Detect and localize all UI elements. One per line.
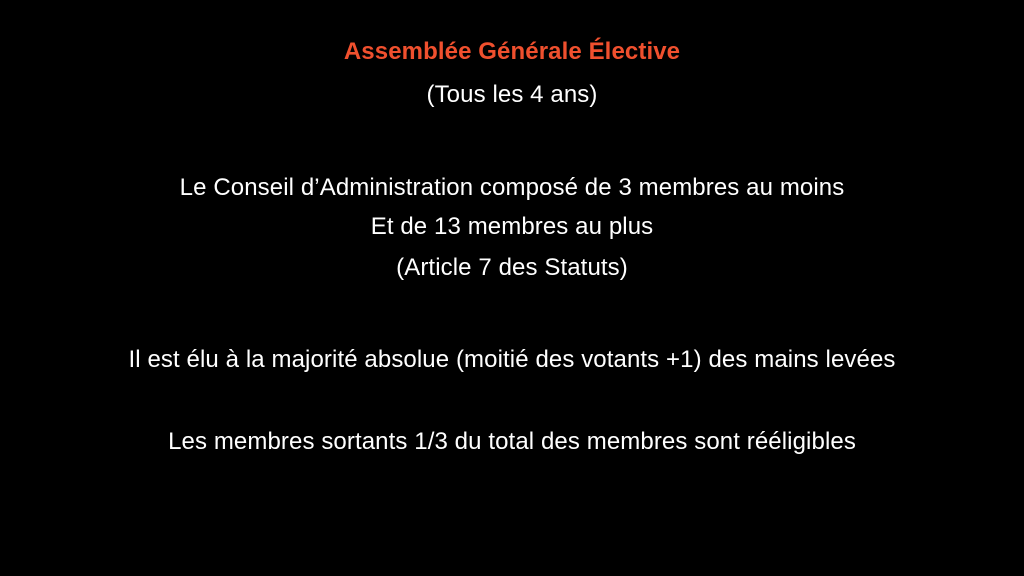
outgoing-members-text: Les membres sortants 1/3 du total des membres sont rééligibles (168, 428, 856, 455)
board-composition-line-1: Le Conseil d’Administration composé de 3 membres au moins (179, 174, 845, 201)
slide-subtitle: (Tous les 4 ans) (426, 81, 598, 108)
election-rule-text: Il est élu à la majorité absolue (moitié des votants +1) des mains levées (128, 346, 896, 373)
board-composition-line-3: (Article 7 des Statuts) (396, 254, 628, 281)
slide-title: Assemblée Générale Élective (343, 38, 681, 65)
board-composition-line-2: Et de 13 membres au plus (370, 213, 654, 240)
